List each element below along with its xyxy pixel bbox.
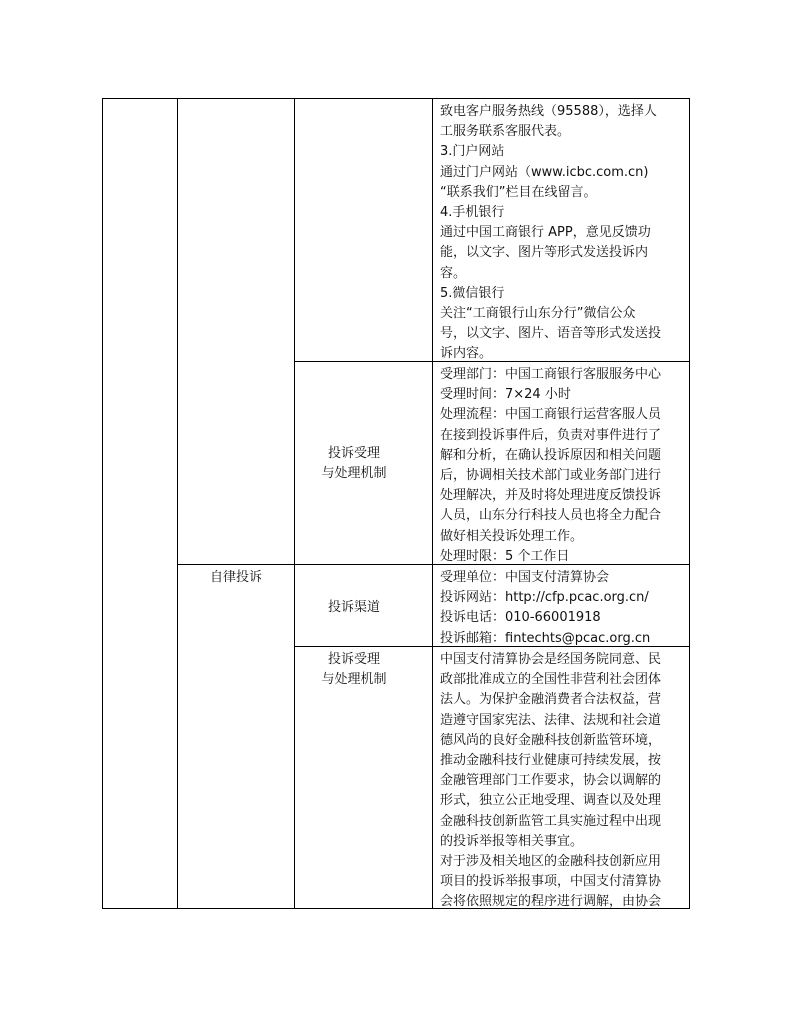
- text-line: 投诉电话：010-66001918: [440, 610, 601, 626]
- self-regulatory-complaint-label: 自律投诉: [209, 570, 262, 585]
- text-line: 推动金融科技行业健康可持续发展，按: [440, 753, 662, 769]
- text-line: 5.微信银行: [440, 285, 505, 301]
- text-line: 3.门户网站: [440, 144, 505, 160]
- table-border-top: [102, 98, 690, 99]
- text-line: 受理单位：中国支付清算协会: [440, 570, 610, 585]
- complaint-handling-label: [295, 444, 413, 484]
- text-line: 对于涉及相关地区的金融科技创新应用: [440, 854, 662, 870]
- label-line: 与处理机制: [321, 466, 387, 482]
- column-divider-1: [177, 98, 178, 909]
- table-border-right: [689, 98, 690, 909]
- text-line: 受理时间：7×24 小时: [440, 387, 571, 403]
- label-line: 投诉受理: [327, 446, 380, 461]
- text-line: 政部批准成立的全国性非营利社会团体: [440, 672, 662, 688]
- text-line: 投诉邮箱：fintechts@pcac.org.cn: [440, 630, 651, 646]
- complaint-channel-label: 投诉渠道: [327, 600, 380, 615]
- column-divider-3: [432, 98, 433, 909]
- text-line: 致电客户服务热线（95588），选择人: [440, 104, 657, 119]
- column-divider-2: [294, 98, 295, 909]
- text-line: 受理部门：中国工商银行客服服务中心: [440, 367, 662, 382]
- text-line: 会将依照规定的程序进行调解，由协会: [440, 894, 662, 910]
- text-line: 关注“工商银行山东分行”微信公众: [440, 306, 636, 322]
- text-line: 号，以文字、图片、语音等形式发送投: [440, 326, 662, 342]
- text-line: 容。: [440, 265, 467, 281]
- complaint-handling-cell-2: [440, 650, 680, 913]
- table-border-left: [102, 98, 103, 909]
- text-line: 通过门户网站（www.icbc.com.cn): [440, 164, 649, 180]
- text-line: 项目的投诉举报事项，中国支付清算协: [440, 874, 662, 890]
- text-line: 投诉网站：http://cfp.pcac.org.cn/: [440, 590, 649, 606]
- text-line: 后，协调相关技术部门或业务部门进行: [440, 468, 662, 484]
- complaint-handling-cell: [440, 365, 680, 567]
- text-line: 金融科技创新监管工具实施过程中出现: [440, 813, 662, 829]
- text-line: 处理时限：5 个工作日: [440, 548, 570, 564]
- contact-channels-cell: [440, 102, 680, 365]
- text-line: 4.手机银行: [440, 205, 505, 221]
- text-line: 处理流程：中国工商银行运营客服人员: [440, 407, 662, 423]
- text-line: 诉内容。: [440, 346, 493, 362]
- complaint-channel-cell: [440, 568, 680, 649]
- text-line: 的投诉举报等相关事宜。: [440, 833, 584, 849]
- text-line: 金融管理部门工作要求，协会以调解的: [440, 773, 662, 789]
- text-line: 造遵守国家宪法、法律、法规和社会道: [440, 712, 662, 728]
- text-line: 解和分析，在确认投诉原因和相关问题: [440, 447, 662, 463]
- text-line: 能，以文字、图片等形式发送投诉内: [440, 245, 649, 261]
- text-line: 通过中国工商银行 APP，意见反馈功: [440, 225, 651, 241]
- text-line: 德风尚的良好金融科技创新监管环境，: [440, 732, 662, 748]
- text-line: 人员，山东分行科技人员也将全力配合: [440, 508, 662, 524]
- text-line: “联系我们”栏目在线留言。: [440, 184, 597, 200]
- text-line: 形式，独立公正地受理、调查以及处理: [440, 793, 662, 809]
- complaint-table: [102, 98, 690, 909]
- text-line: 工服务联系客服代表。: [440, 124, 571, 140]
- text-line: 在接到投诉事件后，负责对事件进行了: [440, 427, 662, 443]
- text-line: 处理解决，并及时将处理进度反馈投诉: [440, 488, 662, 504]
- label-line: 与处理机制: [321, 672, 387, 688]
- text-line: 法人。为保护金融消费者合法权益，营: [440, 692, 662, 708]
- text-line: 做好相关投诉处理工作。: [440, 528, 584, 544]
- text-line: 中国支付清算协会是经国务院同意、民: [440, 652, 662, 667]
- complaint-handling-label-2: [295, 650, 413, 690]
- label-line: 投诉受理: [327, 652, 380, 667]
